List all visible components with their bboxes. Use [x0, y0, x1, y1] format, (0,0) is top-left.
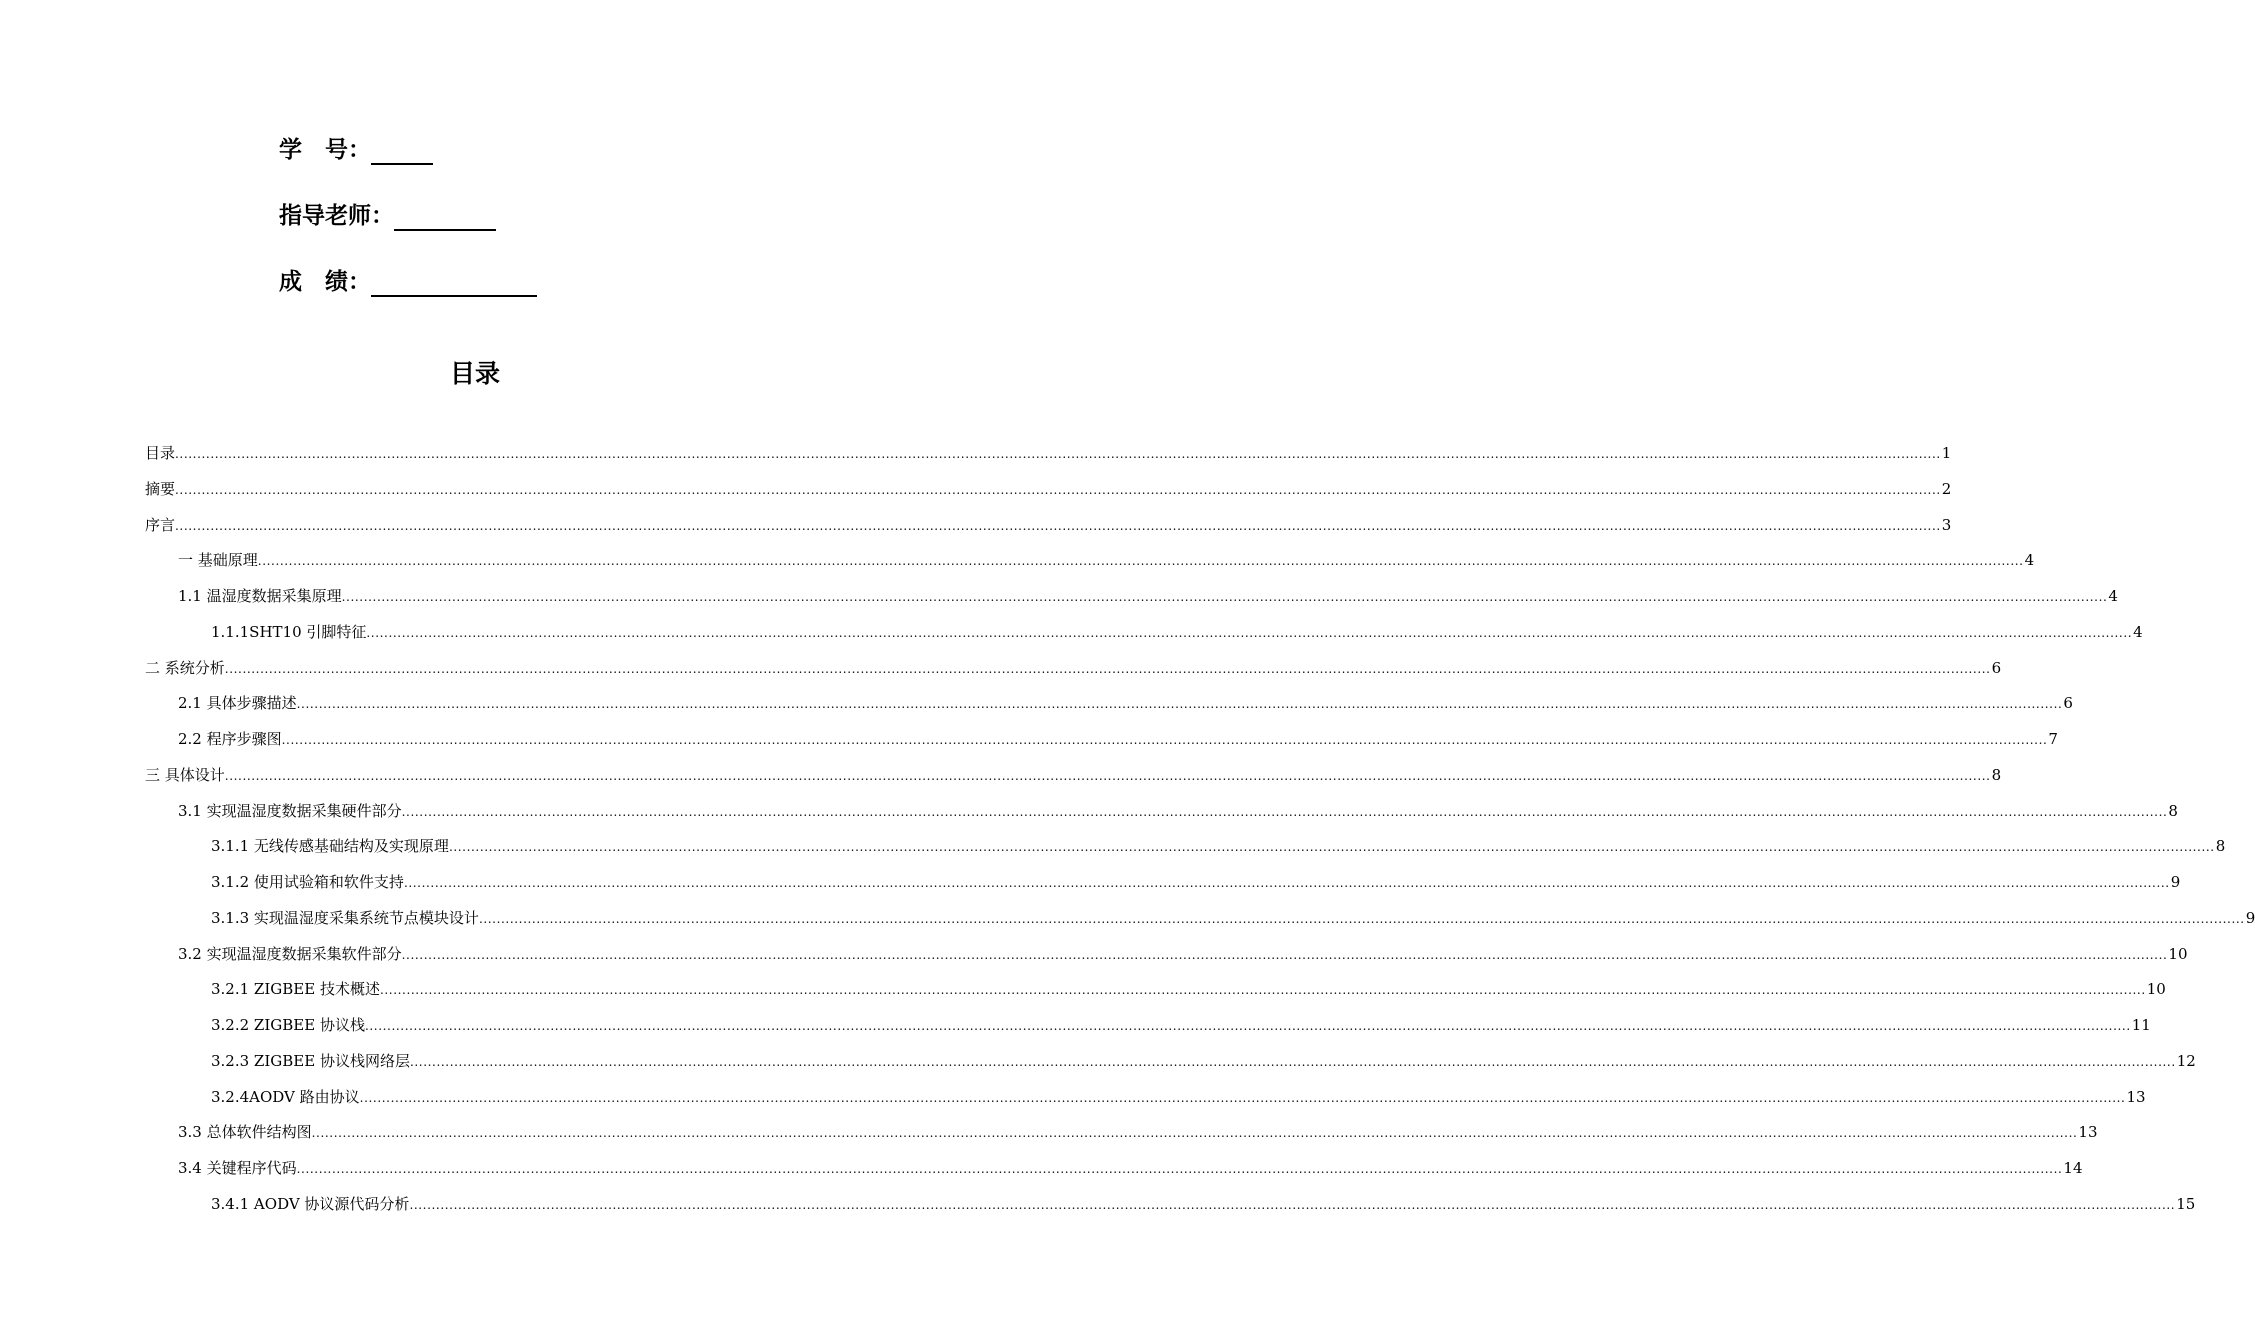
toc-entry[interactable] — [211, 835, 2226, 857]
toc-entry-leader: ................................................................................................................................................................................................................................................................................................................................................................................................................ — [175, 483, 1941, 497]
toc-entry[interactable] — [178, 585, 2118, 607]
toc-entry-page: 10 — [2168, 945, 2188, 963]
toc-entry-leader: ................................................................................................................................................................................................................................................................................................................................................................................................................ — [364, 1019, 2131, 1033]
toc-entry-text: 3.1.1 无线传感基础结构及实现原理 — [211, 837, 449, 855]
toc-entry-page: 8 — [2215, 837, 2226, 855]
toc-entry-leader: ................................................................................................................................................................................................................................................................................................................................................................................................................ — [281, 733, 2048, 747]
toc-entry[interactable] — [211, 1193, 2196, 1215]
toc-entry-leader: ................................................................................................................................................................................................................................................................................................................................................................................................................ — [296, 1162, 2063, 1176]
toc-entry-page: 9 — [2170, 873, 2181, 891]
toc-entry-page: 4 — [2133, 623, 2143, 641]
toc-entry-leader: ................................................................................................................................................................................................................................................................................................................................................................................................................ — [257, 554, 2024, 568]
toc-entry-leader: ................................................................................................................................................................................................................................................................................................................................................................................................................ — [366, 626, 2133, 640]
toc-entry-text: 3.4 关键程序代码 — [178, 1159, 297, 1177]
toc-entry-text: 二 系统分析 — [145, 659, 225, 677]
toc-entry-page: 10 — [2146, 980, 2166, 998]
toc-entry-text: 3.2.2 ZIGBEE 协议栈 — [211, 1016, 365, 1034]
toc-entry-leader: ................................................................................................................................................................................................................................................................................................................................................................................................................ — [224, 769, 1991, 783]
toc-entry-text: 1.1 温湿度数据采集原理 — [178, 587, 342, 605]
toc-entry-text: 3.1.2 使用试验箱和软件支持 — [211, 873, 404, 891]
toc-entry-text: 三 具体设计 — [145, 766, 225, 784]
toc-entry[interactable] — [178, 692, 2073, 714]
toc-entry-leader: ................................................................................................................................................................................................................................................................................................................................................................................................................ — [341, 590, 2108, 604]
toc-entry-leader: ................................................................................................................................................................................................................................................................................................................................................................................................................ — [359, 1091, 2126, 1105]
toc-entry-page: 9 — [2245, 909, 2255, 927]
toc-entry-page: 7 — [2048, 730, 2058, 748]
toc-entry[interactable] — [178, 1121, 2098, 1143]
toc-entry-text: 3.1.3 实现温湿度采集系统节点模块设计 — [211, 909, 479, 927]
toc-entry[interactable] — [145, 514, 1952, 536]
toc-entry-text: 3.3 总体软件结构图 — [178, 1123, 312, 1141]
toc-entry-page: 1 — [1941, 444, 1952, 462]
toc-entry-leader: ................................................................................................................................................................................................................................................................................................................................................................................................................ — [401, 948, 2168, 962]
toc-entry[interactable] — [178, 549, 2035, 571]
toc-entry[interactable] — [145, 478, 1952, 500]
toc-entry-page: 14 — [2063, 1159, 2083, 1177]
toc-entry[interactable] — [211, 871, 2181, 893]
toc-entry-leader: ................................................................................................................................................................................................................................................................................................................................................................................................................ — [379, 983, 2146, 997]
toc-entry-page: 3 — [1941, 516, 1952, 534]
toc-entry-text: 3.4.1 AODV 协议源代码分析 — [211, 1195, 410, 1213]
toc-entry-leader: ................................................................................................................................................................................................................................................................................................................................................................................................................ — [409, 1198, 2176, 1212]
toc-entry[interactable] — [178, 1157, 2083, 1179]
toc-entry-leader: ................................................................................................................................................................................................................................................................................................................................................................................................................ — [403, 876, 2170, 890]
toc-entry-leader: ................................................................................................................................................................................................................................................................................................................................................................................................................ — [311, 1126, 2078, 1140]
toc-entry-leader: ................................................................................................................................................................................................................................................................................................................................................................................................................ — [224, 662, 1991, 676]
toc-entry[interactable] — [211, 621, 2143, 643]
toc-entry-leader: ................................................................................................................................................................................................................................................................................................................................................................................................................ — [448, 840, 2215, 854]
toc-entry-leader: ................................................................................................................................................................................................................................................................................................................................................................................................................ — [409, 1055, 2176, 1069]
toc-entry-text: 3.2.3 ZIGBEE 协议栈网络层 — [211, 1052, 410, 1070]
toc-entry-text: 1.1.1SHT10 引脚特征 — [211, 623, 367, 641]
toc-entry[interactable] — [178, 800, 2178, 822]
student-id-label: 学 号： — [279, 137, 371, 163]
toc-entry-text: 一 基础原理 — [178, 551, 258, 569]
toc-entry-text: 3.2.1 ZIGBEE 技术概述 — [211, 980, 380, 998]
toc-entry-text: 2.1 具体步骤描述 — [178, 694, 297, 712]
toc-entry-text: 3.1 实现温湿度数据采集硬件部分 — [178, 802, 402, 820]
toc-entry-page: 12 — [2176, 1052, 2196, 1070]
toc-entry[interactable] — [211, 978, 2166, 1000]
toc-entry-text: 目录 — [145, 444, 176, 462]
toc-entry-page: 4 — [2108, 587, 2118, 605]
toc-entry-page: 11 — [2131, 1016, 2151, 1034]
toc-entry-text: 序言 — [145, 516, 176, 534]
toc-entry-leader: ................................................................................................................................................................................................................................................................................................................................................................................................................ — [296, 697, 2063, 711]
toc-entry[interactable] — [211, 907, 2255, 929]
toc-entry-text: 3.2 实现温湿度数据采集软件部分 — [178, 945, 402, 963]
toc-entry-leader: ................................................................................................................................................................................................................................................................................................................................................................................................................ — [478, 912, 2245, 926]
toc-entry-leader: ................................................................................................................................................................................................................................................................................................................................................................................................................ — [175, 519, 1941, 533]
toc-entry[interactable] — [211, 1086, 2146, 1108]
toc-entry[interactable] — [178, 728, 2058, 750]
toc-entry-page: 4 — [2024, 551, 2035, 569]
toc-entry[interactable] — [178, 943, 2188, 965]
toc-entry-page: 6 — [2063, 694, 2073, 712]
advisor-label: 指导老师： — [279, 203, 394, 229]
toc-entry-page: 8 — [1991, 766, 2002, 784]
grade-label: 成 绩： — [279, 269, 371, 295]
toc-entry-text: 3.2.4AODV 路由协议 — [211, 1088, 360, 1106]
toc-entry-leader: ................................................................................................................................................................................................................................................................................................................................................................................................................ — [401, 805, 2168, 819]
toc-entry-leader: ................................................................................................................................................................................................................................................................................................................................................................................................................ — [175, 447, 1941, 461]
toc-entry-page: 8 — [2168, 802, 2178, 820]
toc-entry[interactable] — [145, 657, 2002, 679]
toc-entry[interactable] — [211, 1014, 2151, 1036]
toc-entry[interactable] — [145, 764, 2002, 786]
toc-entry[interactable] — [211, 1050, 2196, 1072]
toc-entry-page: 15 — [2176, 1195, 2196, 1213]
toc-entry-page: 2 — [1941, 480, 1952, 498]
toc-title: 目录 — [449, 359, 500, 388]
toc-entry-text: 摘要 — [145, 480, 176, 498]
toc-entry[interactable] — [145, 442, 1952, 464]
toc-entry-page: 13 — [2126, 1088, 2146, 1106]
toc-entry-page: 13 — [2078, 1123, 2098, 1141]
toc-entry-page: 6 — [1991, 659, 2002, 677]
toc-entry-text: 2.2 程序步骤图 — [178, 730, 282, 748]
